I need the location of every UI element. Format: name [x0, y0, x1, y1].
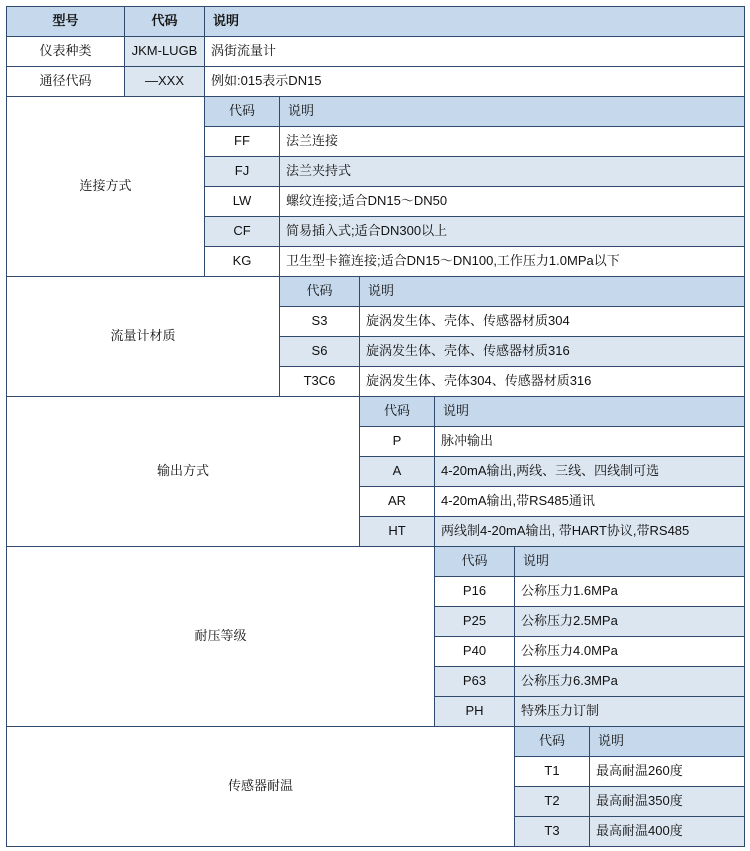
code-cell: CF	[205, 217, 280, 247]
group-subheader-row-connection	[7, 97, 745, 127]
row-code-instrument-type: JKM-LUGB	[125, 37, 205, 67]
desc-cell: 最高耐温260度	[590, 757, 745, 787]
subheader-code-connection: 代码	[205, 97, 280, 127]
model-selection-table	[6, 6, 745, 847]
code-cell: T3C6	[280, 367, 360, 397]
desc-cell: 法兰夹持式	[280, 157, 745, 187]
code-cell: HT	[360, 517, 435, 547]
desc-cell: 脉冲输出	[435, 427, 745, 457]
desc-cell: 公称压力6.3MPa	[515, 667, 745, 697]
desc-cell: 最高耐温400度	[590, 817, 745, 847]
code-cell: KG	[205, 247, 280, 277]
table-row	[7, 37, 745, 67]
desc-cell: 旋涡发生体、壳体304、传感器材质316	[360, 367, 745, 397]
desc-cell: 法兰连接	[280, 127, 745, 157]
subheader-code-material: 代码	[280, 277, 360, 307]
desc-cell: 旋涡发生体、壳体、传感器材质316	[360, 337, 745, 367]
header-cell-code: 代码	[125, 7, 205, 37]
desc-cell: 公称压力2.5MPa	[515, 607, 745, 637]
desc-cell: 4-20mA输出,两线、三线、四线制可选	[435, 457, 745, 487]
group-label-pressure-rating: 耐压等级	[7, 547, 435, 727]
row-label-instrument-type: 仪表种类	[7, 37, 125, 67]
code-cell: P	[360, 427, 435, 457]
desc-cell: 螺纹连接;适合DN15～DN50	[280, 187, 745, 217]
desc-cell: 公称压力1.6MPa	[515, 577, 745, 607]
code-cell: A	[360, 457, 435, 487]
desc-cell: 4-20mA输出,带RS485通讯	[435, 487, 745, 517]
desc-cell: 最高耐温350度	[590, 787, 745, 817]
code-cell: P63	[435, 667, 515, 697]
subheader-desc-connection: 说明	[280, 97, 745, 127]
code-cell: T2	[515, 787, 590, 817]
header-cell-desc: 说明	[205, 7, 745, 37]
subheader-code-pressure: 代码	[435, 547, 515, 577]
table-row	[7, 67, 745, 97]
subheader-desc-output: 说明	[435, 397, 745, 427]
header-cell-model: 型号	[7, 7, 125, 37]
code-cell: P40	[435, 637, 515, 667]
group-label-flowmeter-material: 流量计材质	[7, 277, 280, 397]
row-desc-diameter-code: 例如:015表示DN15	[205, 67, 745, 97]
group-subheader-row-temperature	[7, 727, 745, 757]
group-subheader-row-output	[7, 397, 745, 427]
table-header-row	[7, 7, 745, 37]
code-cell: LW	[205, 187, 280, 217]
subheader-desc-temperature: 说明	[590, 727, 745, 757]
code-cell: S6	[280, 337, 360, 367]
subheader-desc-material: 说明	[360, 277, 745, 307]
desc-cell: 两线制4-20mA输出, 带HART协议,带RS485	[435, 517, 745, 547]
code-cell: T3	[515, 817, 590, 847]
code-cell: T1	[515, 757, 590, 787]
desc-cell: 旋涡发生体、壳体、传感器材质304	[360, 307, 745, 337]
subheader-code-output: 代码	[360, 397, 435, 427]
row-label-diameter-code: 通径代码	[7, 67, 125, 97]
desc-cell: 卫生型卡箍连接;适合DN15～DN100,工作压力1.0MPa以下	[280, 247, 745, 277]
desc-cell: 公称压力4.0MPa	[515, 637, 745, 667]
code-cell: PH	[435, 697, 515, 727]
code-cell: AR	[360, 487, 435, 517]
subheader-desc-pressure: 说明	[515, 547, 745, 577]
code-cell: S3	[280, 307, 360, 337]
code-cell: FJ	[205, 157, 280, 187]
code-cell: FF	[205, 127, 280, 157]
group-label-sensor-temperature: 传感器耐温	[7, 727, 515, 847]
group-subheader-row-pressure	[7, 547, 745, 577]
row-code-diameter-code: —XXX	[125, 67, 205, 97]
group-label-connection-type: 连接方式	[7, 97, 205, 277]
group-label-output-mode: 输出方式	[7, 397, 360, 547]
desc-cell: 简易插入式;适合DN300以上	[280, 217, 745, 247]
code-cell: P16	[435, 577, 515, 607]
code-cell: P25	[435, 607, 515, 637]
row-desc-instrument-type: 涡街流量计	[205, 37, 745, 67]
subheader-code-temperature: 代码	[515, 727, 590, 757]
group-subheader-row-material	[7, 277, 745, 307]
desc-cell: 特殊压力订制	[515, 697, 745, 727]
